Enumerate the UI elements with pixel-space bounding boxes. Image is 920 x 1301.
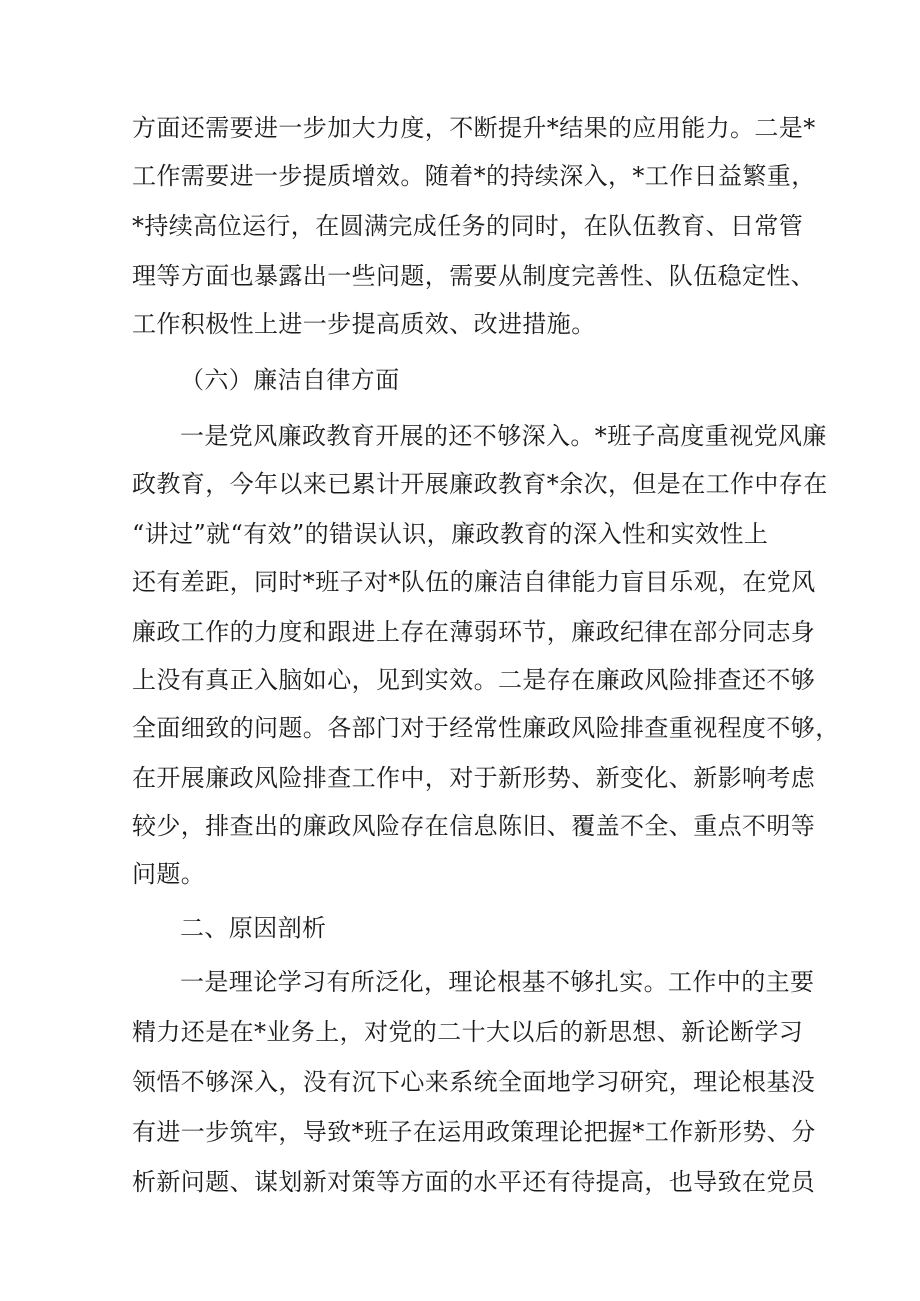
- text-line: 析新问题、谋划新对策等方面的水平还有待提高，也导致在党员: [132, 1168, 816, 1196]
- section-heading: （六）廉洁自律方面: [180, 366, 400, 394]
- text-line: “讲过”就“有效”的错误认识，廉政教育的深入性和实效性上: [132, 520, 769, 548]
- text-line: 一是理论学习有所泛化，理论根基不够扎实。工作中的主要: [180, 968, 815, 996]
- text-line: *持续高位运行，在圆满完成任务的同时，在队伍教育、日常管: [132, 212, 804, 240]
- text-line: 在开展廉政风险排查工作中，对于新形势、新变化、新影响考虑: [132, 764, 816, 792]
- text-line: 理等方面也暴露出一些问题，需要从制度完善性、队伍稳定性、: [132, 262, 816, 290]
- text-line: 问题。: [132, 860, 206, 888]
- text-line: 一是党风廉政教育开展的还不够深入。*班子高度重视党风廉: [180, 422, 827, 450]
- text-line: 还有差距，同时*班子对*队伍的廉洁自律能力盲目乐观，在党风: [132, 568, 816, 596]
- text-line: 工作需要进一步提质增效。随着*的持续深入，*工作日益繁重，: [132, 162, 816, 190]
- section-heading: 二、原因剖析: [180, 914, 327, 942]
- text-line: 工作积极性上进一步提高质效、改进措施。: [132, 310, 596, 338]
- text-line: 廉政工作的力度和跟进上存在薄弱环节，廉政纪律在部分同志身: [132, 618, 816, 646]
- text-line: 领悟不够深入，没有沉下心来系统全面地学习研究，理论根基没: [132, 1068, 816, 1096]
- text-line: 精力还是在*业务上，对党的二十大以后的新思想、新论断学习: [132, 1018, 804, 1046]
- text-line: 全面细致的问题。各部门对于经常性廉政风险排查重视程度不够，: [132, 714, 840, 742]
- text-line: 有进一步筑牢，导致*班子在运用政策理论把握*工作新形势、分: [132, 1118, 816, 1146]
- text-line: 政教育，今年以来已累计开展廉政教育*余次，但是在工作中存在: [132, 470, 828, 498]
- text-line: 方面还需要进一步加大力度，不断提升*结果的应用能力。二是*: [132, 114, 816, 142]
- text-line: 上没有真正入脑如心，见到实效。二是存在廉政风险排查还不够: [132, 666, 816, 694]
- text-line: 较少，排查出的廉政风险存在信息陈旧、覆盖不全、重点不明等: [132, 812, 816, 840]
